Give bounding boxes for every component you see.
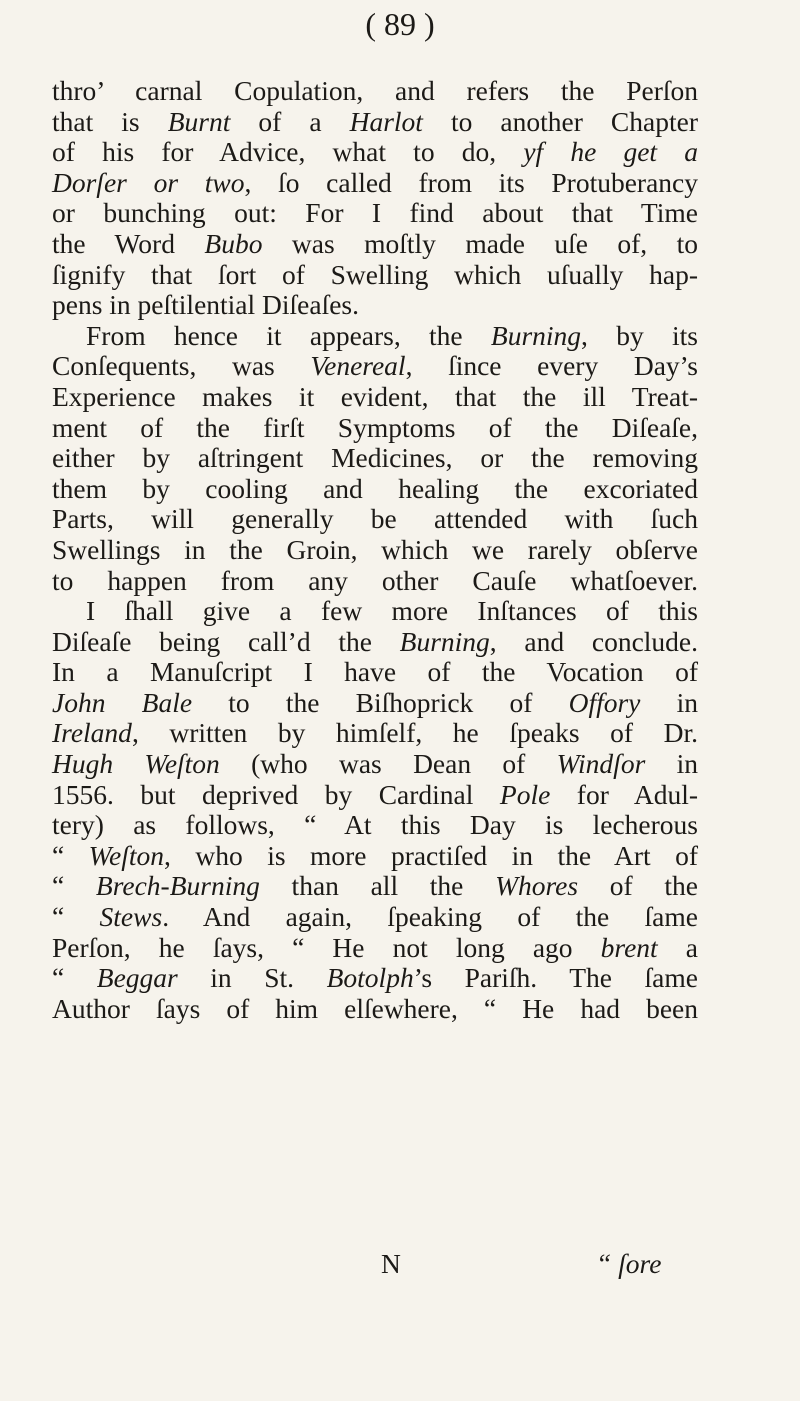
- text-line: ment of the firſt Symptoms of the Diſeaſe,: [52, 411, 698, 443]
- text-line: From hence it appears, the Burning, by its: [86, 319, 698, 351]
- text-line: Experience makes it evident, that the ill Treat-: [52, 380, 698, 412]
- text-line: pens in peſtilential Diſeaſes.: [52, 289, 359, 321]
- text-line: Swellings in the Groin, which we rarely obſerve: [52, 533, 698, 565]
- text-line: or bunching out: For I find about that Time: [52, 197, 698, 229]
- text-line: either by aſtringent Medicines, or the removing: [52, 442, 698, 474]
- text-line: Dorſer or two, ſo called from its Protuberancy: [52, 166, 698, 198]
- text-line: Diſeaſe being call’d the Burning, and conclude.: [52, 625, 698, 657]
- text-line: “ Weſton, who is more practiſed in the Art of: [52, 839, 698, 871]
- text-line: the Word Bubo was moſtly made uſe of, to: [52, 227, 698, 259]
- text-line: tery) as follows, “ At this Day is lecherous: [52, 809, 698, 841]
- text-line: I ſhall give a few more Inſtances of this: [86, 595, 698, 627]
- text-line: thro’ carnal Copulation, and refers the Perſon: [52, 75, 698, 106]
- text-line: that is Burnt of a Harlot to another Chapter: [52, 105, 698, 137]
- signature-line: [0, 1246, 800, 1282]
- text-line: of his for Advice, what to do, yf he get a: [52, 136, 698, 168]
- catchword: “ ſore: [596, 1248, 662, 1279]
- text-line: “ Beggar in St. Botolph’s Pariſh. The ſame: [52, 962, 698, 994]
- text-line: Conſequents, was Venereal, ſince every Day’s: [52, 350, 698, 382]
- page-number: ( 89 ): [365, 6, 435, 42]
- text-line: 1556. but deprived by Cardinal Pole for Adul-: [52, 778, 698, 810]
- text-line: “ Stews. And again, ſpeaking of the ſame: [52, 901, 698, 933]
- signature-mark: N: [381, 1248, 401, 1279]
- text-line: Perſon, he ſays, “ He not long ago brent a: [52, 931, 698, 963]
- text-line: Parts, will generally be attended with ſuch: [52, 503, 698, 535]
- text-line: to happen from any other Cauſe whatſoever.: [52, 564, 698, 596]
- text-line: Author ſays of him elſewhere, “ He had been: [52, 992, 698, 1024]
- body-text: [52, 76, 698, 1024]
- text-line: John Bale to the Biſhoprick of Offory in: [52, 686, 698, 718]
- text-line: Hugh Weſton (who was Dean of Windſor in: [52, 748, 698, 780]
- text-line: Ireland, written by himſelf, he ſpeaks of Dr.: [52, 717, 698, 749]
- text-line: them by cooling and healing the excoriated: [52, 472, 698, 504]
- text-line: “ Brech-Burning than all the Whores of the: [52, 870, 698, 902]
- text-line: ſignify that ſort of Swelling which uſually hap-: [52, 258, 698, 290]
- text-line: In a Manuſcript I have of the Vocation of: [52, 656, 698, 688]
